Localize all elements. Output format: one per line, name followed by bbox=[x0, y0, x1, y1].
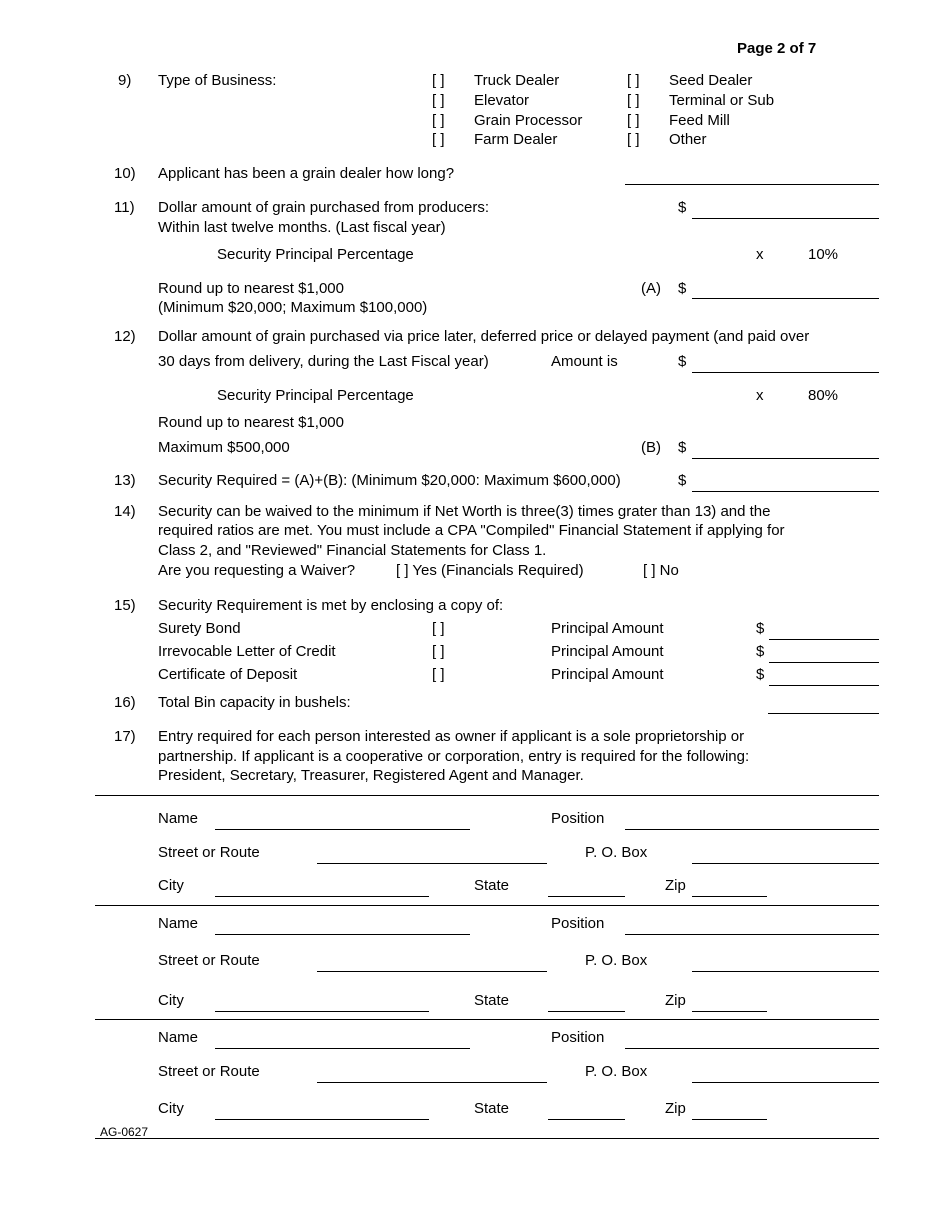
principal-amount-field[interactable] bbox=[769, 685, 879, 686]
q13-number: 13) bbox=[114, 472, 136, 489]
security-type-label: Certificate of Deposit bbox=[158, 666, 298, 683]
security-type-label: Surety Bond bbox=[158, 620, 241, 637]
zip-field[interactable] bbox=[692, 1119, 767, 1120]
state-field[interactable] bbox=[548, 1119, 625, 1120]
business-type-checkbox[interactable]: [ ] bbox=[432, 112, 445, 129]
state-field[interactable] bbox=[548, 1011, 625, 1012]
po-box-label: P. O. Box bbox=[585, 844, 648, 861]
city-label: City bbox=[158, 1100, 184, 1117]
street-field[interactable] bbox=[317, 863, 547, 864]
q11-line1: Dollar amount of grain purchased from producers: bbox=[158, 199, 489, 216]
dollar-sign: $ bbox=[678, 439, 687, 456]
divider bbox=[95, 905, 879, 906]
street-field[interactable] bbox=[317, 971, 547, 972]
street-label: Street or Route bbox=[158, 844, 260, 861]
name-label: Name bbox=[158, 1029, 199, 1046]
position-label: Position bbox=[551, 810, 605, 827]
marker-a: (A) bbox=[641, 280, 661, 297]
q11-line2: Within last twelve months. (Last fiscal year) bbox=[158, 219, 446, 236]
zip-label: Zip bbox=[665, 877, 686, 894]
q17-line: Entry required for each person interested as owner if applicant is a sole proprietorship or bbox=[158, 728, 745, 745]
principal-amount-label: Principal Amount bbox=[551, 666, 664, 683]
business-type-option: Other bbox=[669, 131, 707, 148]
q14-line: required ratios are met. You must include a CPA "Compiled" Financial Statement if applying for bbox=[158, 522, 785, 539]
marker-b: (B) bbox=[641, 439, 661, 456]
zip-label: Zip bbox=[665, 992, 686, 1009]
grain-purchased-field[interactable] bbox=[692, 218, 879, 219]
name-field[interactable] bbox=[215, 829, 470, 830]
business-type-option: Farm Dealer bbox=[474, 131, 558, 148]
street-label: Street or Route bbox=[158, 952, 260, 969]
years-dealer-field[interactable] bbox=[625, 184, 879, 185]
waiver-no-checkbox[interactable]: [ ] No bbox=[643, 562, 679, 579]
divider bbox=[95, 1019, 879, 1020]
divider bbox=[95, 1138, 879, 1139]
business-type-checkbox[interactable]: [ ] bbox=[627, 92, 640, 109]
security-type-label: Irrevocable Letter of Credit bbox=[158, 643, 336, 660]
q11-pct-label: Security Principal Percentage bbox=[217, 246, 414, 263]
dollar-sign: $ bbox=[678, 353, 687, 370]
q14-line: Class 2, and "Reviewed" Financial Statements for Class 1. bbox=[158, 542, 547, 559]
business-type-option: Seed Dealer bbox=[669, 72, 753, 89]
position-label: Position bbox=[551, 1029, 605, 1046]
page-number: Page 2 of 7 bbox=[737, 40, 817, 57]
business-type-checkbox[interactable]: [ ] bbox=[627, 72, 640, 89]
security-type-checkbox[interactable]: [ ] bbox=[432, 666, 445, 683]
q12-pct: 80% bbox=[808, 387, 839, 404]
business-type-checkbox[interactable]: [ ] bbox=[432, 131, 445, 148]
q9-label: Type of Business: bbox=[158, 72, 277, 89]
street-field[interactable] bbox=[317, 1082, 547, 1083]
q12-line1: Dollar amount of grain purchased via price later, deferred price or delayed payment (and paid over bbox=[158, 328, 810, 345]
dollar-sign: $ bbox=[678, 472, 687, 489]
q10-label: Applicant has been a grain dealer how long? bbox=[158, 165, 455, 182]
name-label: Name bbox=[158, 915, 199, 932]
position-field[interactable] bbox=[625, 829, 879, 830]
bin-capacity-field[interactable] bbox=[768, 713, 879, 714]
q15-number: 15) bbox=[114, 597, 136, 614]
city-label: City bbox=[158, 992, 184, 1009]
q15-label: Security Requirement is met by enclosing a copy of: bbox=[158, 597, 504, 614]
divider bbox=[95, 795, 879, 796]
waiver-yes-checkbox[interactable]: [ ] Yes (Financials Required) bbox=[396, 562, 584, 579]
waiver-question: Are you requesting a Waiver? bbox=[158, 562, 356, 579]
amount-a-field[interactable] bbox=[692, 298, 879, 299]
zip-label: Zip bbox=[665, 1100, 686, 1117]
principal-amount-field[interactable] bbox=[769, 662, 879, 663]
q12-line2: 30 days from delivery, during the Last Fiscal year) bbox=[158, 353, 489, 370]
q10-number: 10) bbox=[114, 165, 136, 182]
q12-number: 12) bbox=[114, 328, 136, 345]
q14-number: 14) bbox=[114, 503, 136, 520]
principal-amount-label: Principal Amount bbox=[551, 620, 664, 637]
dollar-sign: $ bbox=[678, 280, 687, 297]
city-field[interactable] bbox=[215, 1011, 429, 1012]
street-label: Street or Route bbox=[158, 1063, 260, 1080]
deferred-amount-field[interactable] bbox=[692, 372, 879, 373]
position-field[interactable] bbox=[625, 1048, 879, 1049]
q12-round: Round up to nearest $1,000 bbox=[158, 414, 344, 431]
business-type-option: Feed Mill bbox=[669, 112, 730, 129]
q12-limits: Maximum $500,000 bbox=[158, 439, 290, 456]
q16-label: Total Bin capacity in bushels: bbox=[158, 694, 351, 711]
q11-number: 11) bbox=[114, 199, 135, 216]
po-box-field[interactable] bbox=[692, 971, 879, 972]
amount-b-field[interactable] bbox=[692, 458, 879, 459]
po-box-field[interactable] bbox=[692, 863, 879, 864]
q17-line: President, Secretary, Treasurer, Registered Agent and Manager. bbox=[158, 767, 584, 784]
position-field[interactable] bbox=[625, 934, 879, 935]
security-required-field[interactable] bbox=[692, 491, 879, 492]
zip-field[interactable] bbox=[692, 896, 767, 897]
name-label: Name bbox=[158, 810, 199, 827]
business-type-checkbox[interactable]: [ ] bbox=[627, 112, 640, 129]
q11-pct: 10% bbox=[808, 246, 839, 263]
position-label: Position bbox=[551, 915, 605, 932]
q13-label: Security Required = (A)+(B): (Minimum $20,000: Maximum $600,000) bbox=[158, 472, 621, 489]
q17-line: partnership. If applicant is a cooperative or corporation, entry is required for the following: bbox=[158, 748, 750, 765]
state-label: State bbox=[474, 877, 510, 894]
dollar-sign: $ bbox=[756, 643, 765, 660]
business-type-option: Elevator bbox=[474, 92, 530, 109]
q12-pct-label: Security Principal Percentage bbox=[217, 387, 414, 404]
city-field[interactable] bbox=[215, 896, 429, 897]
q16-number: 16) bbox=[114, 694, 136, 711]
name-field[interactable] bbox=[215, 934, 470, 935]
state-field[interactable] bbox=[548, 896, 625, 897]
security-type-checkbox[interactable]: [ ] bbox=[432, 620, 445, 637]
business-type-option: Grain Processor bbox=[474, 112, 583, 129]
business-type-option: Terminal or Sub bbox=[669, 92, 775, 109]
form-id: AG-0627 bbox=[100, 1125, 149, 1139]
city-label: City bbox=[158, 877, 184, 894]
principal-amount-field[interactable] bbox=[769, 639, 879, 640]
business-type-checkbox[interactable]: [ ] bbox=[432, 72, 445, 89]
business-type-option: Truck Dealer bbox=[474, 72, 560, 89]
dollar-sign: $ bbox=[678, 199, 687, 216]
po-box-label: P. O. Box bbox=[585, 952, 648, 969]
q9-number: 9) bbox=[118, 72, 132, 89]
security-type-checkbox[interactable]: [ ] bbox=[432, 643, 445, 660]
q12-amount-is: Amount is bbox=[551, 353, 618, 370]
zip-field[interactable] bbox=[692, 1011, 767, 1012]
q14-line: Security can be waived to the minimum if Net Worth is three(3) times grater than 13) and the bbox=[158, 503, 771, 520]
name-field[interactable] bbox=[215, 1048, 470, 1049]
times-sign: x bbox=[756, 387, 764, 404]
business-type-checkbox[interactable]: [ ] bbox=[432, 92, 445, 109]
dollar-sign: $ bbox=[756, 666, 765, 683]
principal-amount-label: Principal Amount bbox=[551, 643, 664, 660]
q11-limits: (Minimum $20,000; Maximum $100,000) bbox=[158, 299, 428, 316]
business-type-checkbox[interactable]: [ ] bbox=[627, 131, 640, 148]
state-label: State bbox=[474, 1100, 510, 1117]
city-field[interactable] bbox=[215, 1119, 429, 1120]
q11-round: Round up to nearest $1,000 bbox=[158, 280, 344, 297]
po-box-field[interactable] bbox=[692, 1082, 879, 1083]
state-label: State bbox=[474, 992, 510, 1009]
dollar-sign: $ bbox=[756, 620, 765, 637]
times-sign: x bbox=[756, 246, 764, 263]
q17-number: 17) bbox=[114, 728, 136, 745]
po-box-label: P. O. Box bbox=[585, 1063, 648, 1080]
